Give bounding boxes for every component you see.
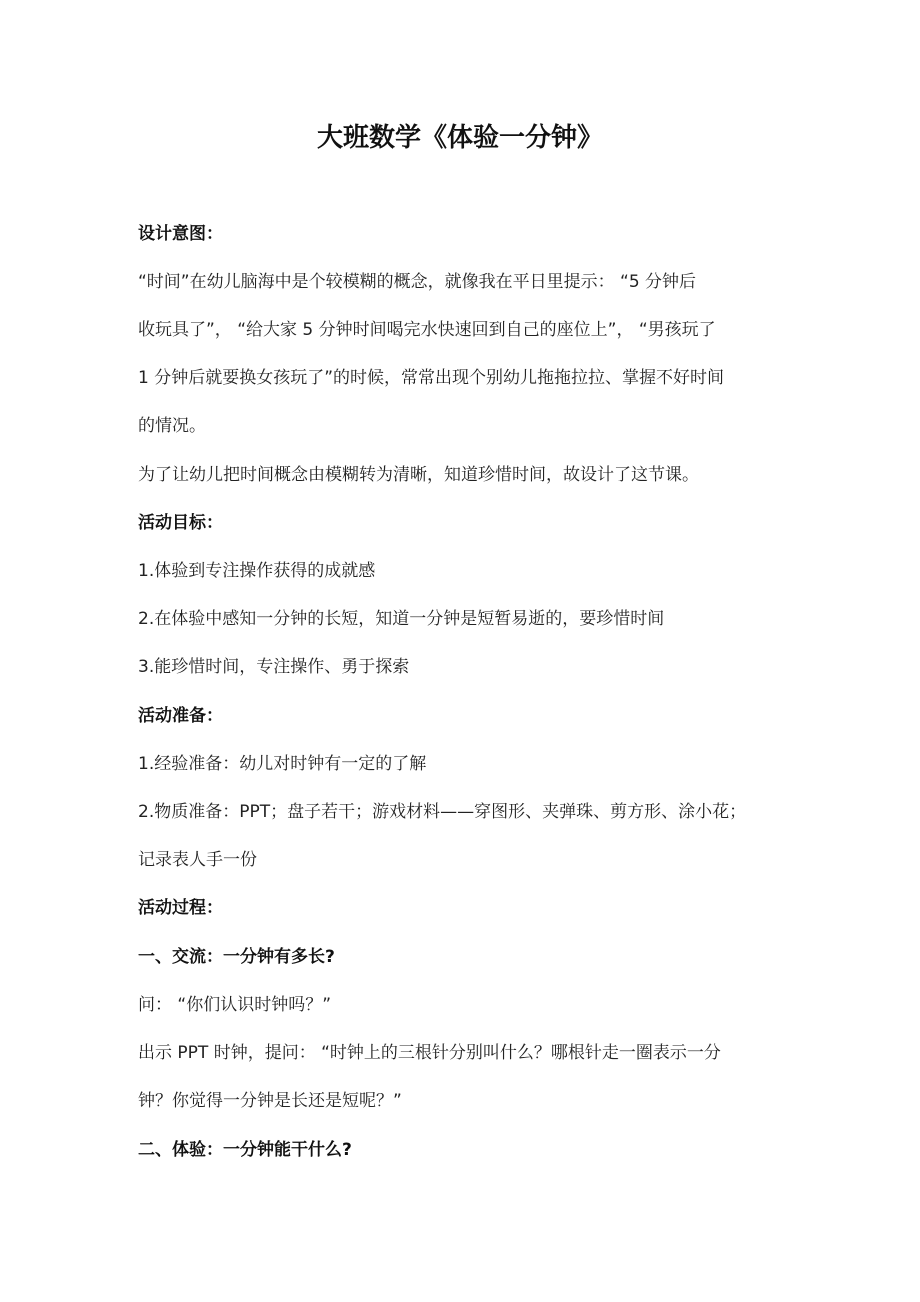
subheading-exchange: 一、交流：一分钟有多长?	[138, 947, 335, 967]
list-item: 2.在体验中感知一分钟的长短，知道一分钟是短暂易逝的，要珍惜时间	[138, 609, 665, 629]
list-item: 3.能珍惜时间，专注操作、勇于探索	[138, 657, 410, 677]
list-item: 1.经验准备：幼儿对时钟有一定的了解	[138, 754, 427, 774]
paragraph-line: 出示 PPT 时钟，提问： “时钟上的三根针分别叫什么？哪根针走一圈表示一分	[138, 1043, 721, 1063]
section-heading-process: 活动过程：	[138, 898, 223, 918]
paragraph-line: 为了让幼儿把时间概念由模糊转为清晰，知道珍惜时间，故设计了这节课。	[138, 465, 699, 485]
list-item: 1.体验到专注操作获得的成就感	[138, 561, 376, 581]
paragraph-line: 1 分钟后就要换女孩玩了”的时候，常常出现个别幼儿拖拖拉拉、掌握不好时间	[138, 368, 725, 388]
document-title: 大班数学《体验一分钟》	[316, 123, 603, 153]
paragraph-line: 收玩具了”， “给大家 5 分钟时间喝完水快速回到自己的座位上”， “男孩玩了	[138, 320, 716, 340]
paragraph-line: 记录表人手一份	[138, 850, 257, 870]
section-heading-preparation: 活动准备：	[138, 706, 223, 726]
paragraph-line: 的情况。	[138, 416, 206, 436]
paragraph-line: 问： “你们认识时钟吗？”	[138, 995, 332, 1015]
paragraph-line: 钟？你觉得一分钟是长还是短呢？”	[138, 1091, 402, 1111]
section-heading-goals: 活动目标：	[138, 513, 223, 533]
subheading-experience: 二、体验：一分钟能干什么?	[138, 1140, 352, 1160]
section-heading-design-intent: 设计意图：	[138, 224, 223, 244]
paragraph-line: “时间”在幼儿脑海中是个较模糊的概念，就像我在平日里提示： “5 分钟后	[138, 272, 697, 292]
list-item: 2.物质准备：PPT；盘子若干；游戏材料——穿图形、夹弹珠、剪方形、涂小花；	[138, 802, 747, 822]
